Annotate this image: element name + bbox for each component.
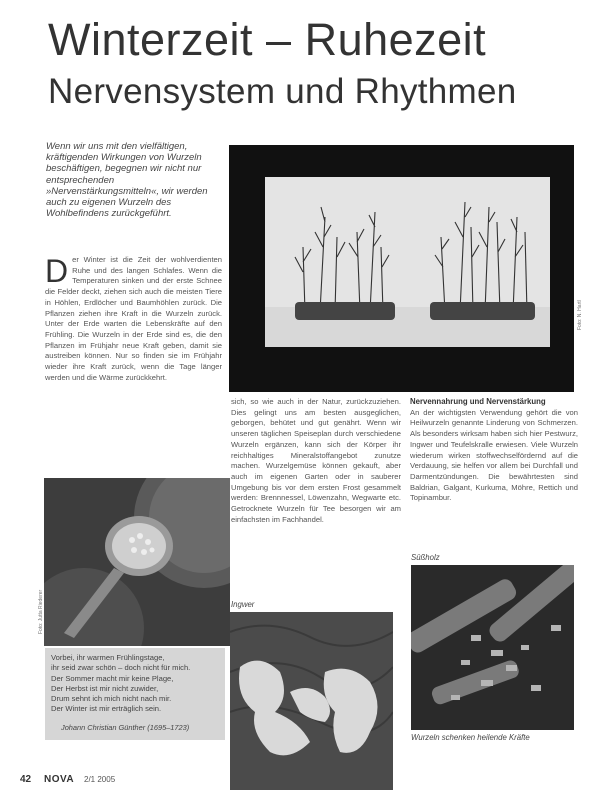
poem-line: Der Herbst ist mir nicht zuwider, [51, 683, 159, 693]
poem-line: Der Winter ist mir erträglich sein. [51, 704, 162, 714]
issue-label: 2/1 2005 [84, 775, 116, 784]
suessholz-caption: Süßholz [411, 553, 440, 562]
magazine-name: NOVA [44, 774, 75, 785]
suessholz-photo [411, 565, 574, 730]
poem-line: ihr seid zwar schön – doch nicht für mich. [51, 663, 191, 673]
garlic-credit: Foto: Jutta Riederer [38, 589, 44, 634]
intro-text: Wenn wir uns mit den vielfältigen, kräftigenden Wirkungen von Wurzeln beschäftigen, begegnen wir nicht nur entsprechenden »Nervenstärkungsmitteln«, wir werden auch zu eigenen Wurzeln des Wohlbefindens zurückgeführt. [46, 141, 208, 220]
ingwer-illustration [230, 612, 393, 790]
poem-line: Der Sommer macht mir keine Plage, [51, 673, 174, 683]
poem-box [45, 648, 225, 740]
drop-cap: D [45, 255, 69, 289]
body-column-3 [410, 397, 578, 547]
poem-line: Vorbei, ihr warmen Frühlingstage, [51, 653, 165, 662]
ingwer-photo [230, 612, 393, 790]
column-2-text: sich, so wie auch in der Natur, zurückzuziehen. Dies gelingt uns am besten ausgeglichen, geborgen, behütet und gut genährt. Wenn wir unseren täglichen Speiseplan durch verschiedene Wurzeln ergänzen, kann sich der Körper ihr reichhaltiges Mineralstoffangebot zunutze machen. Wurzelgemüse können gekauft, aber auch im eigenen Garten oder in sauberer Umgebung bis vor dem ersten Frost gesammelt werden: Brennnessel, Löwenzahn, Wegwarte etc. Getrocknete Wurzeln für Tee besorgen wir am einfachsten im Fachhandel. [231, 397, 401, 524]
ingwer-caption: Ingwer [231, 600, 255, 609]
page-title: Winterzeit – Ruhezeit [48, 14, 487, 65]
spoon-illustration [44, 478, 230, 646]
page-number: 42 [20, 774, 32, 785]
window-pane [265, 177, 550, 347]
body-column-2 [231, 397, 401, 605]
poem-lines [51, 653, 190, 715]
suessholz-illustration [411, 565, 574, 730]
page-subtitle: Nervensystem und Rhythmen [48, 72, 517, 111]
column-1-text: er Winter ist die Zeit der wohlverdienten Ruhe und des langen Schlafes. Wenn die Temperaturen sinken und der erste Schnee die Felder deckt, ziehen sich auch die meisten Tiere in Höhlen, Erdlöcher und Baumhöhlen zurück. Die Pflanzen ziehen ihre Kraft in die Wurzeln zurück. Unter der Erde warten die Lebenskräfte auf den Frühling. Die Wurzeln in der Erde sind es, die den Pflanzen im Frühjahr neue Kraft geben, damit sie austreiben können. Nur so finden sie im Frühjahr wieder ihre Kraft zurück, wenn die Tage länger werden und die Wärme zurückkehrt. [45, 255, 222, 382]
wurzeln-caption: Wurzeln schenken heilende Kräfte [411, 733, 530, 742]
branch-silhouettes [265, 177, 550, 347]
body-column-1 [45, 255, 222, 475]
section-heading: Nervennahrung und Nervenstärkung [410, 397, 546, 406]
spoon-photo [44, 478, 230, 646]
column-3-text: An der wichtigsten Verwendung gehört die von Heilwurzeln genannte Linderung von Schmerzen. Als besonders wirksam haben sich hier Pestwurz, Ingwer und Teufelskralle erwiesen. Viele Wurzeln wiederum wirken stoffwechselfördernd auf die Verdauung, sie helfen vor allem bei Durchfall und Darmentzündungen. Die bewährtesten sind Baldrian, Galgant, Kurkuma, Möhre, Rettich und Topinambur. [410, 407, 578, 503]
poem-line: Drum sehnt ich mich nicht nach mir. [51, 694, 172, 704]
photo-credit: Foto: N. Hartl [577, 300, 583, 330]
window-plants-photo [229, 145, 574, 392]
poem-source: Johann Christian Günther (1695–1723) [61, 723, 190, 732]
